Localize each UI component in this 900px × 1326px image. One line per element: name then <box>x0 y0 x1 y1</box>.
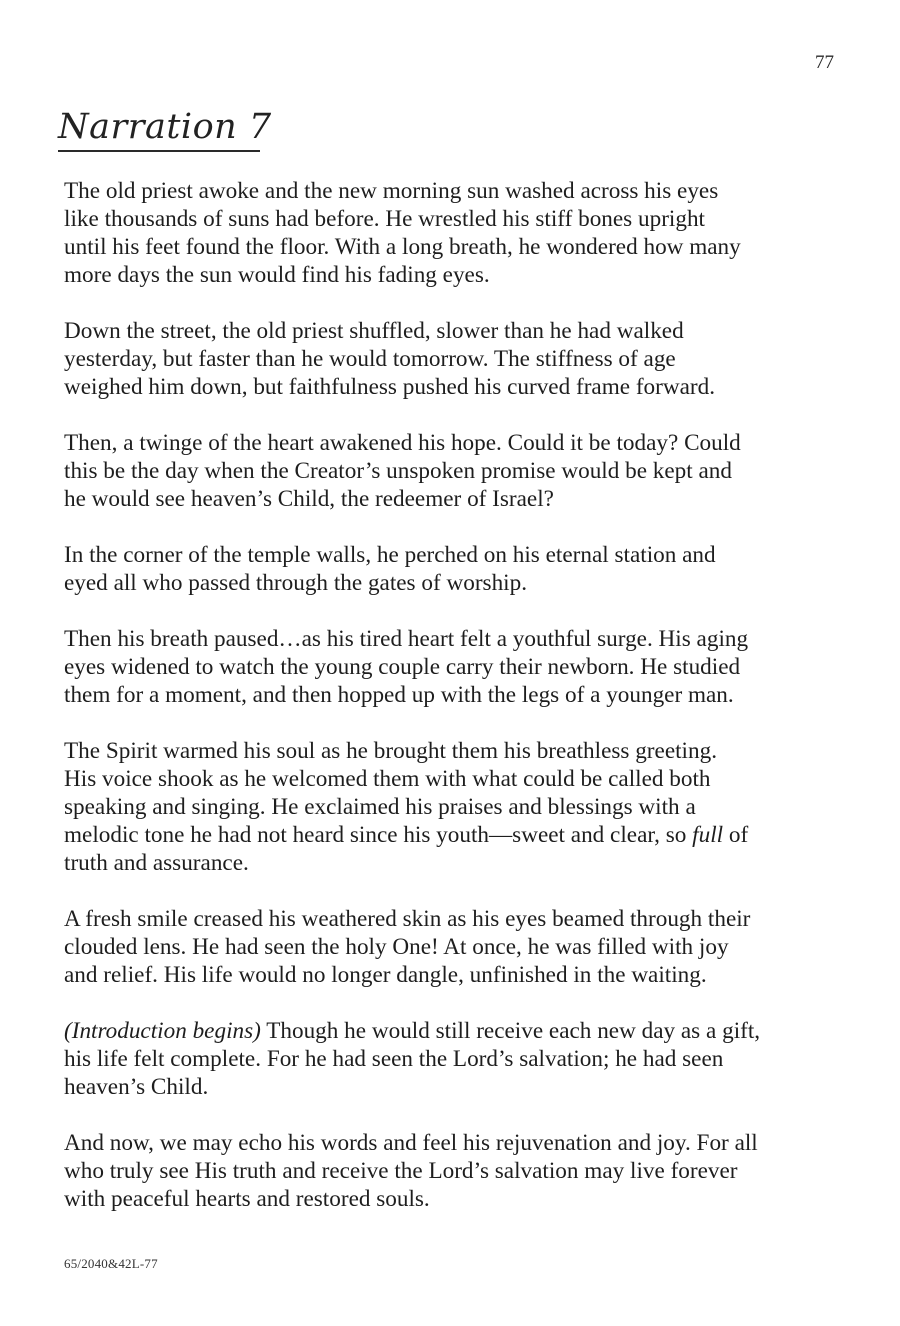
paragraph-2: Down the street, the old priest shuffled, slower than he had walked yesterday, but faster than he would tomorrow. The stiffness of age weighed him down, but faithfulness pushed his curved frame forward. <box>64 318 716 400</box>
paragraph-9: And now, we may echo his words and feel his rejuvenation and joy. For all who truly see His truth and receive the Lord’s salvation may live forever with peaceful hearts and restored souls. <box>64 1130 758 1212</box>
paragraph-6 <box>64 737 854 877</box>
narration-body <box>64 177 854 1241</box>
paragraph-8-text: Though he would still receive each new day as a gift, his life felt complete. For he had seen the Lord’s salvation; he had seen heaven’s Child. <box>64 1018 761 1100</box>
page-number: 77 <box>815 52 834 73</box>
paragraph-6-emphasis: full <box>692 822 724 848</box>
paragraph-5: Then his breath paused…as his tired heart felt a youthful surge. His aging eyes widened to watch the young couple carry their newborn. He studied them for a moment, and then hopped up with the legs of a younger man. <box>64 626 749 708</box>
paragraph-3: Then, a twinge of the heart awakened his hope. Could it be today? Could this be the day when the Creator’s unspoken promise would be kept and he would see heaven’s Child, the redeemer of Israel? <box>64 430 741 512</box>
paragraph-6-after: of truth and assurance. <box>64 822 749 876</box>
paragraph-4: In the corner of the temple walls, he perched on his eternal station and eyed all who passed through the gates of worship. <box>64 542 716 596</box>
paragraph-6-before: The Spirit warmed his soul as he brought them his breathless greeting. His voice shook as he welcomed them with what could be called both speaking and singing. He exclaimed his praises and blessings with a melodic tone he had not heard since his youth—sweet and clear, so <box>64 738 717 848</box>
paragraph-7: A fresh smile creased his weathered skin as his eyes beamed through their clouded lens. He had seen the holy One! At once, he was filled with joy and relief. His life would no longer dangle, unfinished in the waiting. <box>64 906 751 988</box>
title-block <box>58 106 272 152</box>
footer-code: 65/2040&42L-77 <box>64 1256 158 1271</box>
stage-cue: (Introduction begins) <box>64 1018 261 1044</box>
paragraph-1: The old priest awoke and the new morning sun washed across his eyes like thousands of suns had before. He wrestled his stiff bones upright until his feet found the floor. With a long breath, he wondered how many more days the sun would find his fading eyes. <box>64 178 741 288</box>
paragraph-8 <box>64 1017 854 1101</box>
page-title: Narration 7 <box>58 107 272 147</box>
